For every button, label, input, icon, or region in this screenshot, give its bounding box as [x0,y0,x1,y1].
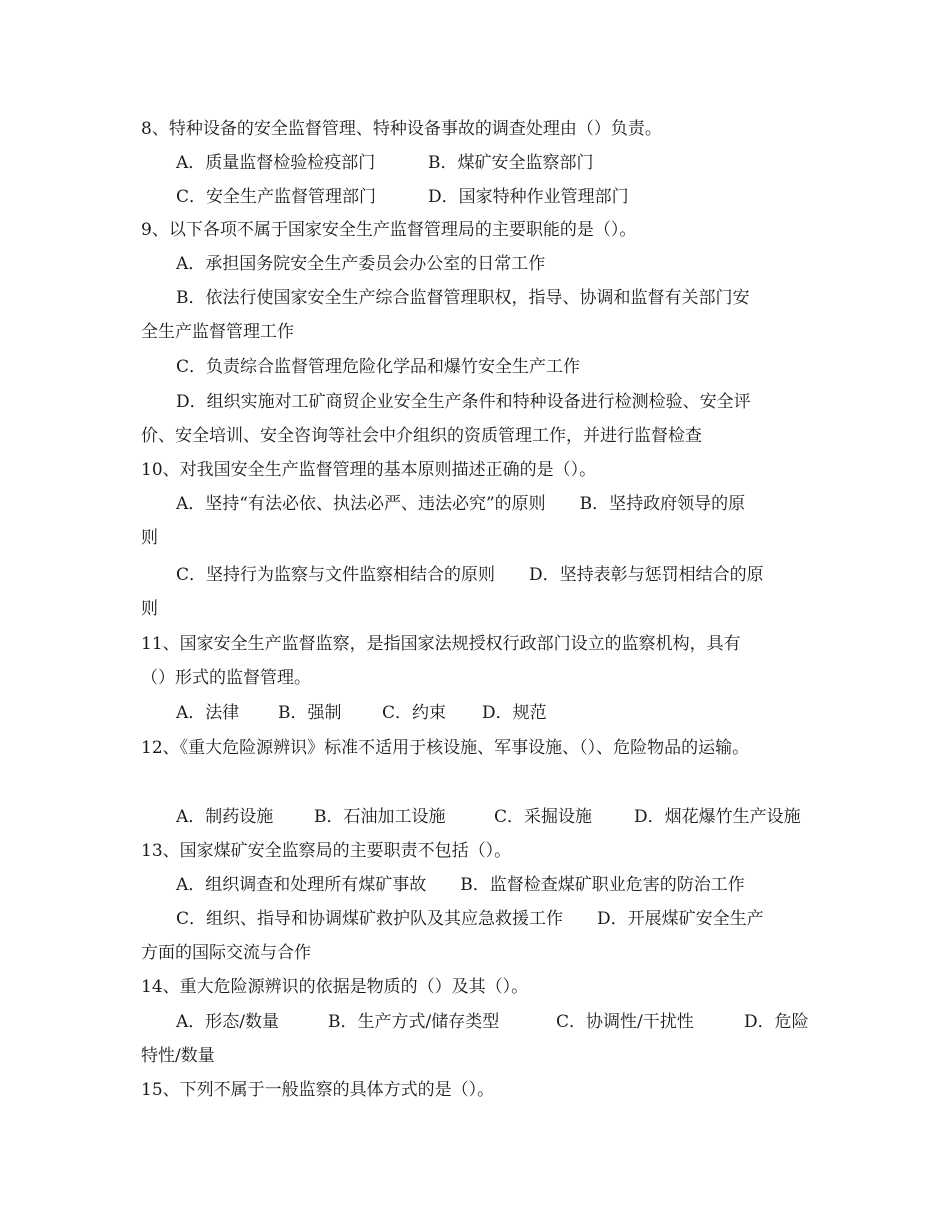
question-14-option-b: B．生产方式/储存类型 [328,1012,500,1032]
question-9-option-d-line-2: 价、安全培训、安全咨询等社会中介组织的资质管理工作，并进行监督检查 [141,426,702,446]
question-13-options-cd-line-2: 方面的国际交流与合作 [141,943,311,963]
question-11-option-b: B．强制 [278,703,342,723]
question-9-option-b-line-2: 全生产监督管理工作 [141,322,294,342]
question-8-option-c: C．安全生产监督管理部门 [176,187,377,207]
question-12-option-d: D．烟花爆竹生产设施 [634,807,801,827]
question-14-option-c: C．协调性/干扰性 [556,1012,694,1032]
question-9-option-a: A．承担国务院安全生产委员会办公室的日常工作 [176,254,546,274]
question-10-options-cd-line-2: 则 [141,599,158,619]
question-9-option-b-line-1: B．依法行使国家安全生产综合监督管理职权，指导、协调和监督有关部门安 [176,288,750,308]
question-8-option-a: A．质量监督检验检疫部门 [176,153,376,173]
question-13-options-ab: A．组织调查和处理所有煤矿事故 B．监督检查煤矿职业危害的防治工作 [176,875,745,895]
question-10-options-cd-line-1: C．坚持行为监察与文件监察相结合的原则 D．坚持表彰与惩罚相结合的原 [176,565,764,585]
question-11-option-c: C．约束 [382,703,447,723]
question-8-option-d: D．国家特种作业管理部门 [428,187,629,207]
question-12-stem: 12、《重大危险源辨识》标准不适用于核设施、军事设施、（）、危险物品的运输。 [141,738,750,758]
question-14-option-a: A．形态/数量 [176,1012,280,1032]
question-10-options-ab-line-1: A．坚持“有法必依、执法必严、违法必究”的原则 B．坚持政府领导的原 [176,494,746,514]
question-9-option-c: C．负责综合监督管理危险化学品和爆竹安全生产工作 [176,357,581,377]
question-10-stem: 10、对我国安全生产监督管理的基本原则描述正确的是（）。 [141,460,597,480]
question-12-option-b: B．石油加工设施 [314,807,446,827]
question-12-option-c: C．采掘设施 [494,807,593,827]
question-11-option-d: D．规范 [482,703,547,723]
question-14-stem: 14、重大危险源辨识的依据是物质的（）及其（）。 [141,977,529,997]
question-11-stem-line-1: 11、国家安全生产监督监察，是指国家法规授权行政部门设立的监察机构，具有 [141,634,741,654]
question-14-option-d-line-1: D．危险 [744,1012,809,1032]
question-15-stem: 15、下列不属于一般监察的具体方式的是（）。 [141,1080,495,1100]
question-9-stem: 9、以下各项不属于国家安全生产监督管理局的主要职能的是（）。 [141,220,637,240]
question-10-options-ab-line-2: 则 [141,528,158,548]
question-14-option-d-line-2: 特性/数量 [141,1046,215,1066]
question-11-stem-line-2: （）形式的监督管理。 [141,668,311,688]
question-8-option-b: B．煤矿安全监察部门 [428,153,594,173]
question-12-option-a: A．制药设施 [176,807,274,827]
question-9-option-d-line-1: D．组织实施对工矿商贸企业安全生产条件和特种设备进行检测检验、安全评 [176,392,751,412]
question-13-stem: 13、国家煤矿安全监察局的主要职责不包括（）。 [141,841,512,861]
question-13-options-cd-line-1: C．组织、指导和协调煤矿救护队及其应急救援工作 D．开展煤矿安全生产 [176,909,764,929]
question-11-option-a: A．法律 [176,703,240,723]
question-8-stem: 8、特种设备的安全监督管理、特种设备事故的调查处理由（）负责。 [141,119,662,139]
